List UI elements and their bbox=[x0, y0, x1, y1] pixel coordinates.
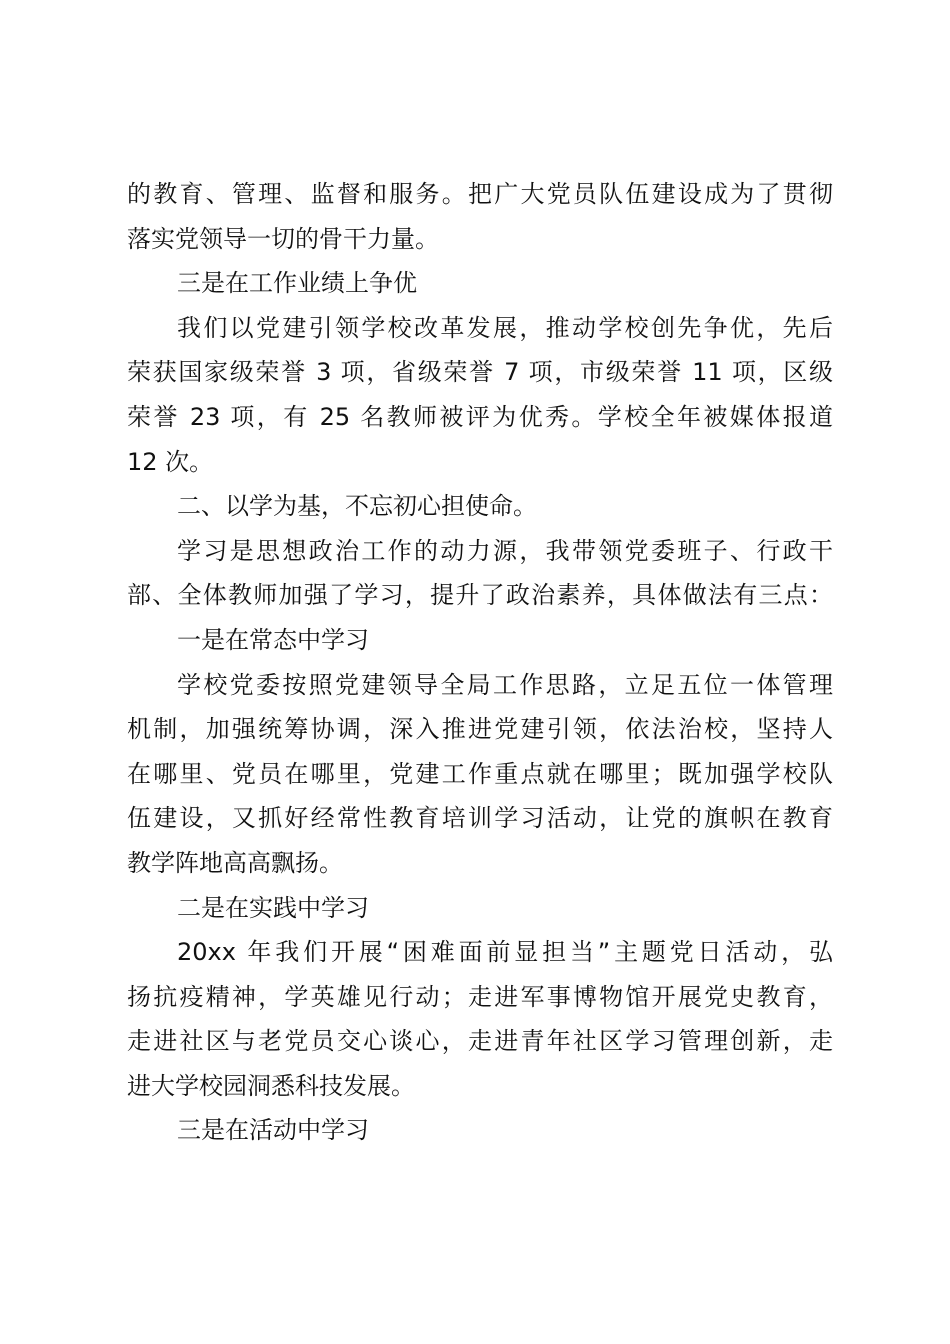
text-line: 扬抗疫精神，学英雄见行动；走进军事博物馆开展党史教育， bbox=[127, 982, 833, 1011]
document-body bbox=[127, 172, 833, 1153]
text-line: 三是在活动中学习 bbox=[177, 1116, 369, 1145]
text-line: 进大学校园洞悉科技发展。 bbox=[127, 1071, 415, 1100]
text-line: 伍建设，又抓好经常性教育培训学习活动，让党的旗帜在教育 bbox=[127, 804, 833, 833]
text-line: 12 次。 bbox=[127, 447, 214, 476]
text-line: 教学阵地高高飘扬。 bbox=[127, 848, 343, 877]
text-line: 学习是思想政治工作的动力源，我带领党委班子、行政干 bbox=[177, 536, 833, 565]
text-line: 荣获国家级荣誉 3 项，省级荣誉 7 项，市级荣誉 11 项，区级 bbox=[127, 358, 833, 387]
text-line: 三是在工作业绩上争优 bbox=[177, 269, 417, 298]
text-line: 机制，加强统筹协调，深入推进党建引领，依法治校，坚持人 bbox=[127, 715, 833, 744]
text-line: 二、以学为基，不忘初心担使命。 bbox=[177, 492, 537, 521]
text-line: 我们以党建引领学校改革发展，推动学校创先争优，先后 bbox=[177, 313, 833, 342]
text-line: 的教育、管理、监督和服务。把广大党员队伍建设成为了贯彻 bbox=[127, 180, 833, 208]
text-line: 二是在实践中学习 bbox=[177, 893, 369, 922]
text-line: 走进社区与老党员交心谈心，走进青年社区学习管理创新，走 bbox=[127, 1027, 833, 1056]
text-line: 一是在常态中学习 bbox=[177, 625, 369, 654]
text-line: 部、全体教师加强了学习，提升了政治素养，具体做法有三点： bbox=[127, 581, 833, 610]
text-line: 学校党委按照党建领导全局工作思路，立足五位一体管理 bbox=[177, 670, 833, 699]
text-line: 在哪里、党员在哪里，党建工作重点就在哪里；既加强学校队 bbox=[127, 759, 833, 788]
text-line: 20xx 年我们开展“困难面前显担当”主题党日活动，弘 bbox=[177, 938, 833, 967]
text-line: 落实党领导一切的骨干力量。 bbox=[127, 224, 439, 253]
text-line: 荣誉 23 项，有 25 名教师被评为优秀。学校全年被媒体报道 bbox=[127, 402, 833, 431]
